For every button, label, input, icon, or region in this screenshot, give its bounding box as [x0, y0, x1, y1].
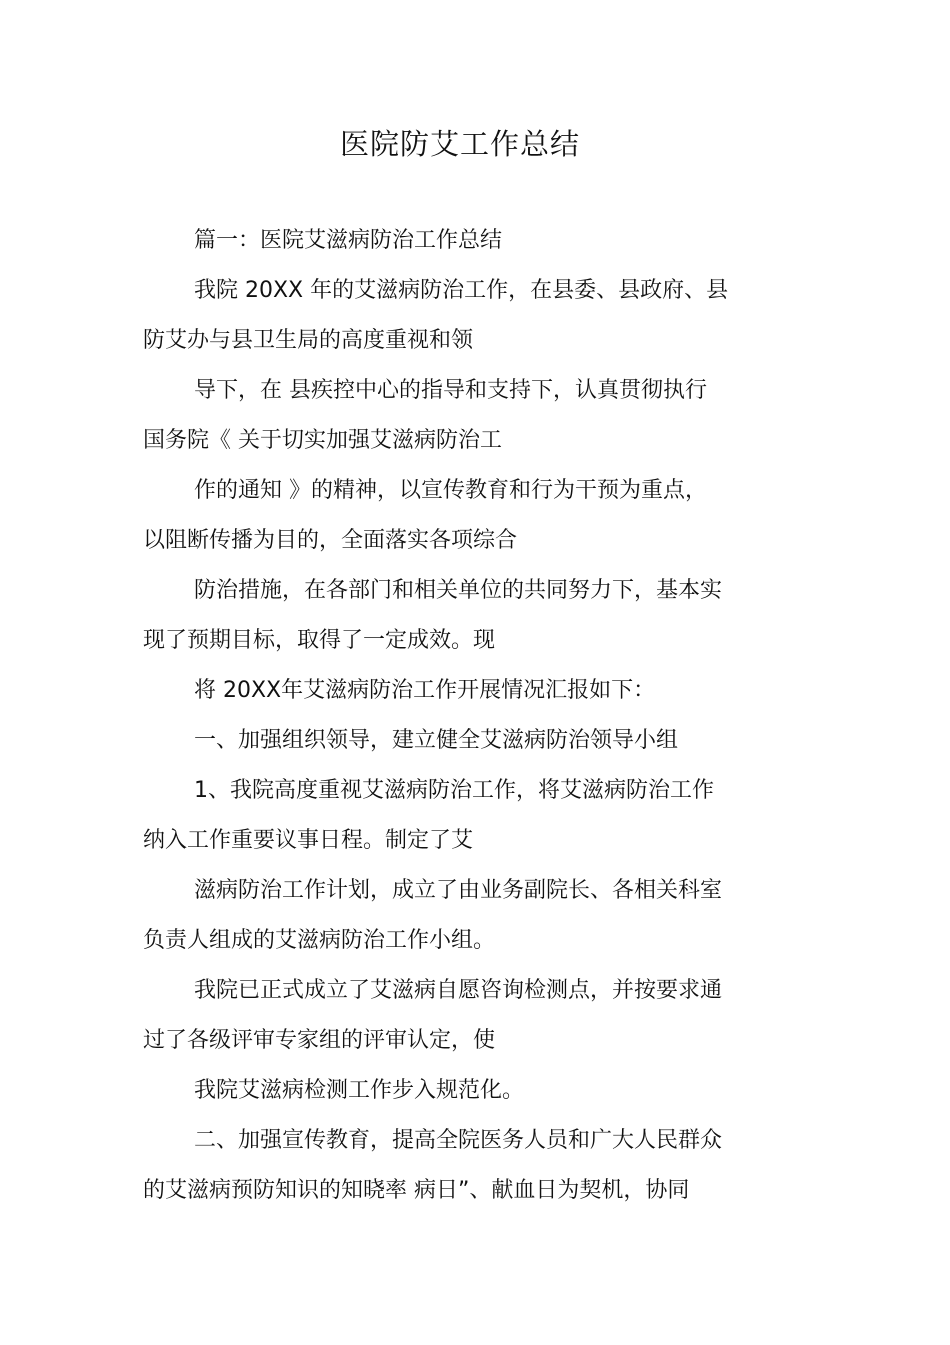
- paragraph-line: 我院已正式成立了艾滋病自愿咨询检测点，并按要求通: [194, 978, 723, 1003]
- paragraph-line: 国务院《 关于切实加强艾滋病防治工: [143, 428, 502, 453]
- paragraph-line: 我院艾滋病检测工作步入规范化。: [194, 1078, 525, 1103]
- section-heading: 二、加强宣传教育，提高全院医务人员和广大人民群众: [194, 1128, 723, 1153]
- paragraph-line: 滋病防治工作计划，成立了由业务副院长、各相关科室: [194, 878, 723, 903]
- paragraph-line: 以阻断传播为目的，全面落实各项综合: [143, 528, 518, 553]
- paragraph-line: 将 20XX年艾滋病防治工作开展情况汇报如下：: [194, 678, 656, 703]
- paragraph-line: 现了预期目标，取得了一定成效。现: [143, 628, 496, 653]
- document-title: 医院防艾工作总结: [339, 127, 580, 161]
- paragraph-line: 1、我院高度重视艾滋病防治工作，将艾滋病防治工作: [194, 778, 714, 803]
- paragraph-line: 纳入工作重要议事日程。制定了艾: [143, 828, 474, 853]
- paragraph-line: 的艾滋病预防知识的知晓率 病日”、献血日为契机，协同: [143, 1178, 690, 1203]
- section-heading: 一、加强组织领导，建立健全艾滋病防治领导小组: [194, 728, 679, 753]
- paragraph-line: 我院 20XX 年的艾滋病防治工作，在县委、县政府、县: [194, 278, 729, 303]
- paragraph-line: 导下，在 县疾控中心的指导和支持下，认真贯彻执行: [194, 378, 707, 403]
- paragraph-line: 过了各级评审专家组的评审认定，使: [143, 1028, 496, 1053]
- paragraph-line: 防治措施，在各部门和相关单位的共同努力下，基本实: [194, 578, 723, 603]
- paragraph-line: 防艾办与县卫生局的高度重视和领: [143, 328, 474, 353]
- paragraph-line: 负责人组成的艾滋病防治工作小组。: [143, 928, 496, 953]
- paragraph-line: 作的通知 》的精神，以宣传教育和行为干预为重点，: [194, 478, 707, 503]
- paragraph-line: 篇一：医院艾滋病防治工作总结: [194, 228, 503, 253]
